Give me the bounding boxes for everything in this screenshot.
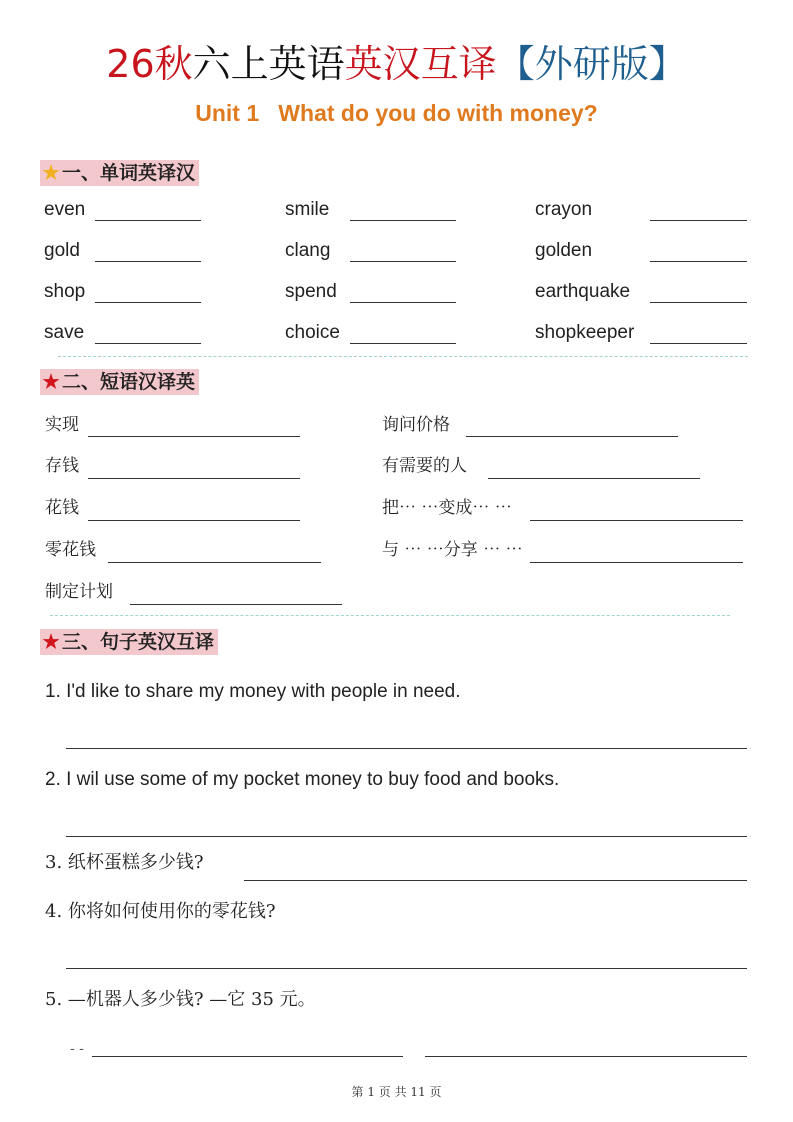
answer-blank[interactable]	[350, 220, 456, 221]
phrase-item: 与 ⋯ ⋯分享 ⋯ ⋯	[382, 540, 523, 560]
word-row	[0, 239, 793, 269]
section2-heading-text: 二、短语汉译英	[62, 371, 196, 393]
answer-blank[interactable]	[350, 261, 456, 262]
section-divider	[50, 615, 730, 616]
word-item: smile	[285, 199, 330, 220]
word-item: golden	[535, 240, 593, 261]
answer-line[interactable]	[66, 748, 747, 749]
unit-subtitle: Unit 1 What do you do with money?	[195, 100, 598, 126]
word-item: gold	[44, 240, 80, 261]
page-number: 第 1 页 共 11 页	[351, 1085, 442, 1099]
word-item: spend	[285, 281, 337, 302]
word-row	[0, 280, 793, 310]
title-part-grade: 26秋	[106, 42, 193, 86]
word-row	[0, 198, 793, 228]
sentence-item: 2. I wil use some of my pocket money to buy food and books.	[45, 769, 560, 790]
page-title	[0, 38, 793, 90]
answer-line[interactable]	[244, 880, 747, 881]
word-item: save	[44, 322, 85, 343]
title-part-topic: 英汉互译	[344, 42, 497, 86]
word-row	[0, 321, 793, 351]
answer-blank[interactable]	[350, 302, 456, 303]
title-part-edition: 【外研版】	[496, 42, 687, 86]
answer-blank[interactable]	[350, 343, 456, 344]
word-item: shop	[44, 281, 86, 302]
answer-line[interactable]	[130, 604, 342, 605]
sentence-item: 3. 纸杯蛋糕多少钱?	[45, 852, 204, 873]
sentence-item: 5. —机器人多少钱? —它 35 元。	[45, 989, 316, 1010]
section1-heading-text: 一、单词英译汉	[62, 162, 196, 184]
answer-line[interactable]	[425, 1056, 747, 1057]
answer-line[interactable]	[66, 968, 747, 969]
word-item: even	[44, 199, 86, 220]
title-part-subject: 六上英语	[192, 42, 345, 86]
answer-line[interactable]	[530, 562, 743, 563]
word-item: earthquake	[535, 281, 631, 302]
answer-blank[interactable]	[650, 302, 747, 303]
answer-line[interactable]	[108, 562, 321, 563]
section1-heading	[40, 160, 199, 186]
section-divider	[58, 356, 748, 357]
section2-heading	[40, 369, 199, 395]
word-item: crayon	[535, 199, 593, 220]
phrase-item: 制定计划	[45, 582, 113, 602]
word-item: clang	[285, 240, 331, 261]
phrase-item: 有需要的人	[382, 456, 467, 476]
word-item: shopkeeper	[535, 322, 635, 343]
answer-line[interactable]	[530, 520, 743, 521]
dash-prefix: - -	[70, 1041, 84, 1057]
phrase-item: 花钱	[45, 498, 79, 518]
answer-blank[interactable]	[650, 220, 747, 221]
section3-heading	[40, 629, 218, 655]
star-icon: ★	[42, 371, 60, 393]
answer-line[interactable]	[466, 436, 678, 437]
answer-line[interactable]	[92, 1056, 403, 1057]
star-icon: ★	[42, 631, 60, 653]
answer-line[interactable]	[66, 836, 747, 837]
answer-blank[interactable]	[650, 343, 747, 344]
phrase-item: 实现	[45, 415, 79, 435]
answer-blank[interactable]	[95, 302, 201, 303]
answer-line[interactable]	[88, 478, 300, 479]
phrase-item: 把⋯ ⋯变成⋯ ⋯	[382, 498, 512, 518]
phrase-item: 零花钱	[45, 540, 96, 560]
star-icon: ★	[42, 162, 60, 184]
word-item: choice	[285, 322, 340, 343]
answer-line[interactable]	[488, 478, 700, 479]
sentence-item: 4. 你将如何使用你的零花钱?	[45, 901, 276, 922]
answer-line[interactable]	[88, 520, 300, 521]
answer-blank[interactable]	[650, 261, 747, 262]
answer-blank[interactable]	[95, 220, 201, 221]
answer-line[interactable]	[88, 436, 300, 437]
phrase-item: 存钱	[45, 456, 79, 476]
answer-blank[interactable]	[95, 261, 201, 262]
section3-heading-text: 三、句子英汉互译	[62, 631, 215, 653]
phrase-item: 询问价格	[382, 415, 450, 435]
sentence-item: 1. I'd like to share my money with people in need.	[45, 681, 461, 702]
answer-blank[interactable]	[95, 343, 201, 344]
